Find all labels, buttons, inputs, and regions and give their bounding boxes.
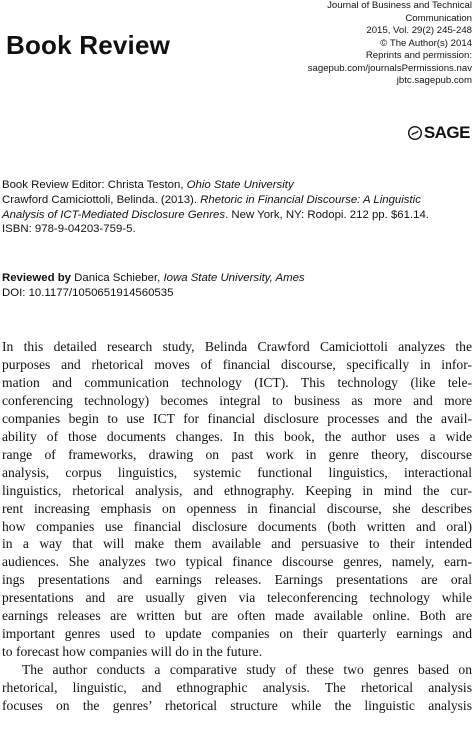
text-line: linguistics, rhetorical analysis, and ethnography. Keeping in mind the cur-	[2, 482, 472, 498]
text-line: important genres used to update companies on their quarterly earnings and	[2, 626, 472, 642]
text-line: audiences. She analyzes two typical finance discourse genres, namely, earn-	[2, 554, 472, 570]
citation-line-2	[2, 208, 472, 223]
text-line: analysis, corpus linguistics, systemic functional linguistics, interactional	[2, 464, 472, 480]
reviewer-name: Danica Schieber,	[71, 272, 164, 284]
sage-swirl-icon	[408, 126, 422, 140]
paragraph-2	[2, 661, 472, 715]
reviewed-by-label: Reviewed by	[2, 272, 72, 284]
doi[interactable]: DOI: 10.1177/1050651914560535	[2, 286, 174, 299]
book-title-part-1: Rhetoric in Financial Discourse: A Linguistic	[200, 193, 421, 206]
review-body	[2, 338, 472, 715]
book-info-block	[2, 178, 472, 237]
text-line: in a way that will make them available and persuasive to their intended	[2, 536, 472, 552]
isbn: ISBN: 978-9-04203-759-5.	[2, 223, 136, 236]
journal-name-line-1: Journal of Business and Technical	[327, 0, 472, 11]
citation-author: Crawford Camiciottoli, Belinda. (2013).	[2, 193, 201, 206]
journal-name-line-2: Communication	[405, 12, 472, 24]
text-line: presentations and are usually given via teleconferencing technology while	[2, 590, 472, 606]
text-line: earnings releases are written but are often made available online. Both are	[2, 608, 472, 624]
citation-publisher: . New York, NY: Rodopi. 212 pp. $61.14.	[225, 208, 429, 221]
reprints-label: Reprints and permission:	[365, 50, 472, 61]
text-line: mation and communication technology (ICT). This technology (like tele-	[2, 374, 472, 390]
review-info-block	[2, 271, 472, 301]
text-line: ings presentations and earnings releases. Earnings presentations are oral	[2, 572, 472, 588]
text-line: ability of those documents changes. In this book, the author uses a wide	[2, 428, 472, 444]
copyright: © The Author(s) 2014	[380, 37, 472, 49]
text-line: how companies use financial disclosure documents (both written and oral)	[2, 518, 472, 534]
text-line: to forecast how companies will do in the future.	[2, 644, 263, 660]
text-line: focuses on the genres’ rhetorical structure while the linguistic analysis	[2, 698, 472, 714]
book-title-part-2: Analysis of ICT-Mediated Disclosure Genres	[2, 208, 226, 221]
journal-website-link[interactable]: jbtc.sagepub.com	[396, 75, 472, 86]
editor-line	[2, 178, 472, 193]
citation-line-1	[2, 193, 472, 208]
journal-info	[282, 0, 472, 88]
editor-affiliation: Ohio State University	[186, 179, 294, 191]
text-line: The author conducts a comparative study of these two genres based on	[22, 662, 472, 678]
text-line: rhetorical, linguistic, and ethnographic analysis. The rhetorical analysis	[2, 680, 472, 696]
text-line: rent increasing emphasis on openness in financial discourse, she describes	[2, 500, 472, 516]
text-line: companies begin to use ICT for financial disclosure processes and the avail-	[2, 410, 472, 426]
reviewer-affiliation: Iowa State University, Ames	[163, 272, 305, 284]
text-line: purposes and rhetorical moves of financial discourse, specifically in infor-	[2, 356, 472, 372]
text-line: range of frameworks, drawing on past work in genre theory, discourse	[2, 446, 472, 462]
text-line: In this detailed research study, Belinda Crawford Camiciottoli analyzes the	[2, 339, 472, 354]
page-title: Book Review	[6, 30, 171, 60]
editor-label: Book Review Editor: Christa Teston,	[2, 179, 187, 191]
journal-volume: 2015, Vol. 29(2) 245-248	[366, 25, 472, 36]
sage-logo-text: SAGE	[423, 123, 470, 142]
reviewer-line	[2, 271, 472, 286]
paragraph-1	[2, 338, 472, 661]
sage-logo	[408, 123, 470, 143]
permissions-link[interactable]: sagepub.com/journalsPermissions.nav	[307, 62, 472, 74]
text-line: conferencing technology) becomes integral to business as more and more	[2, 392, 472, 408]
